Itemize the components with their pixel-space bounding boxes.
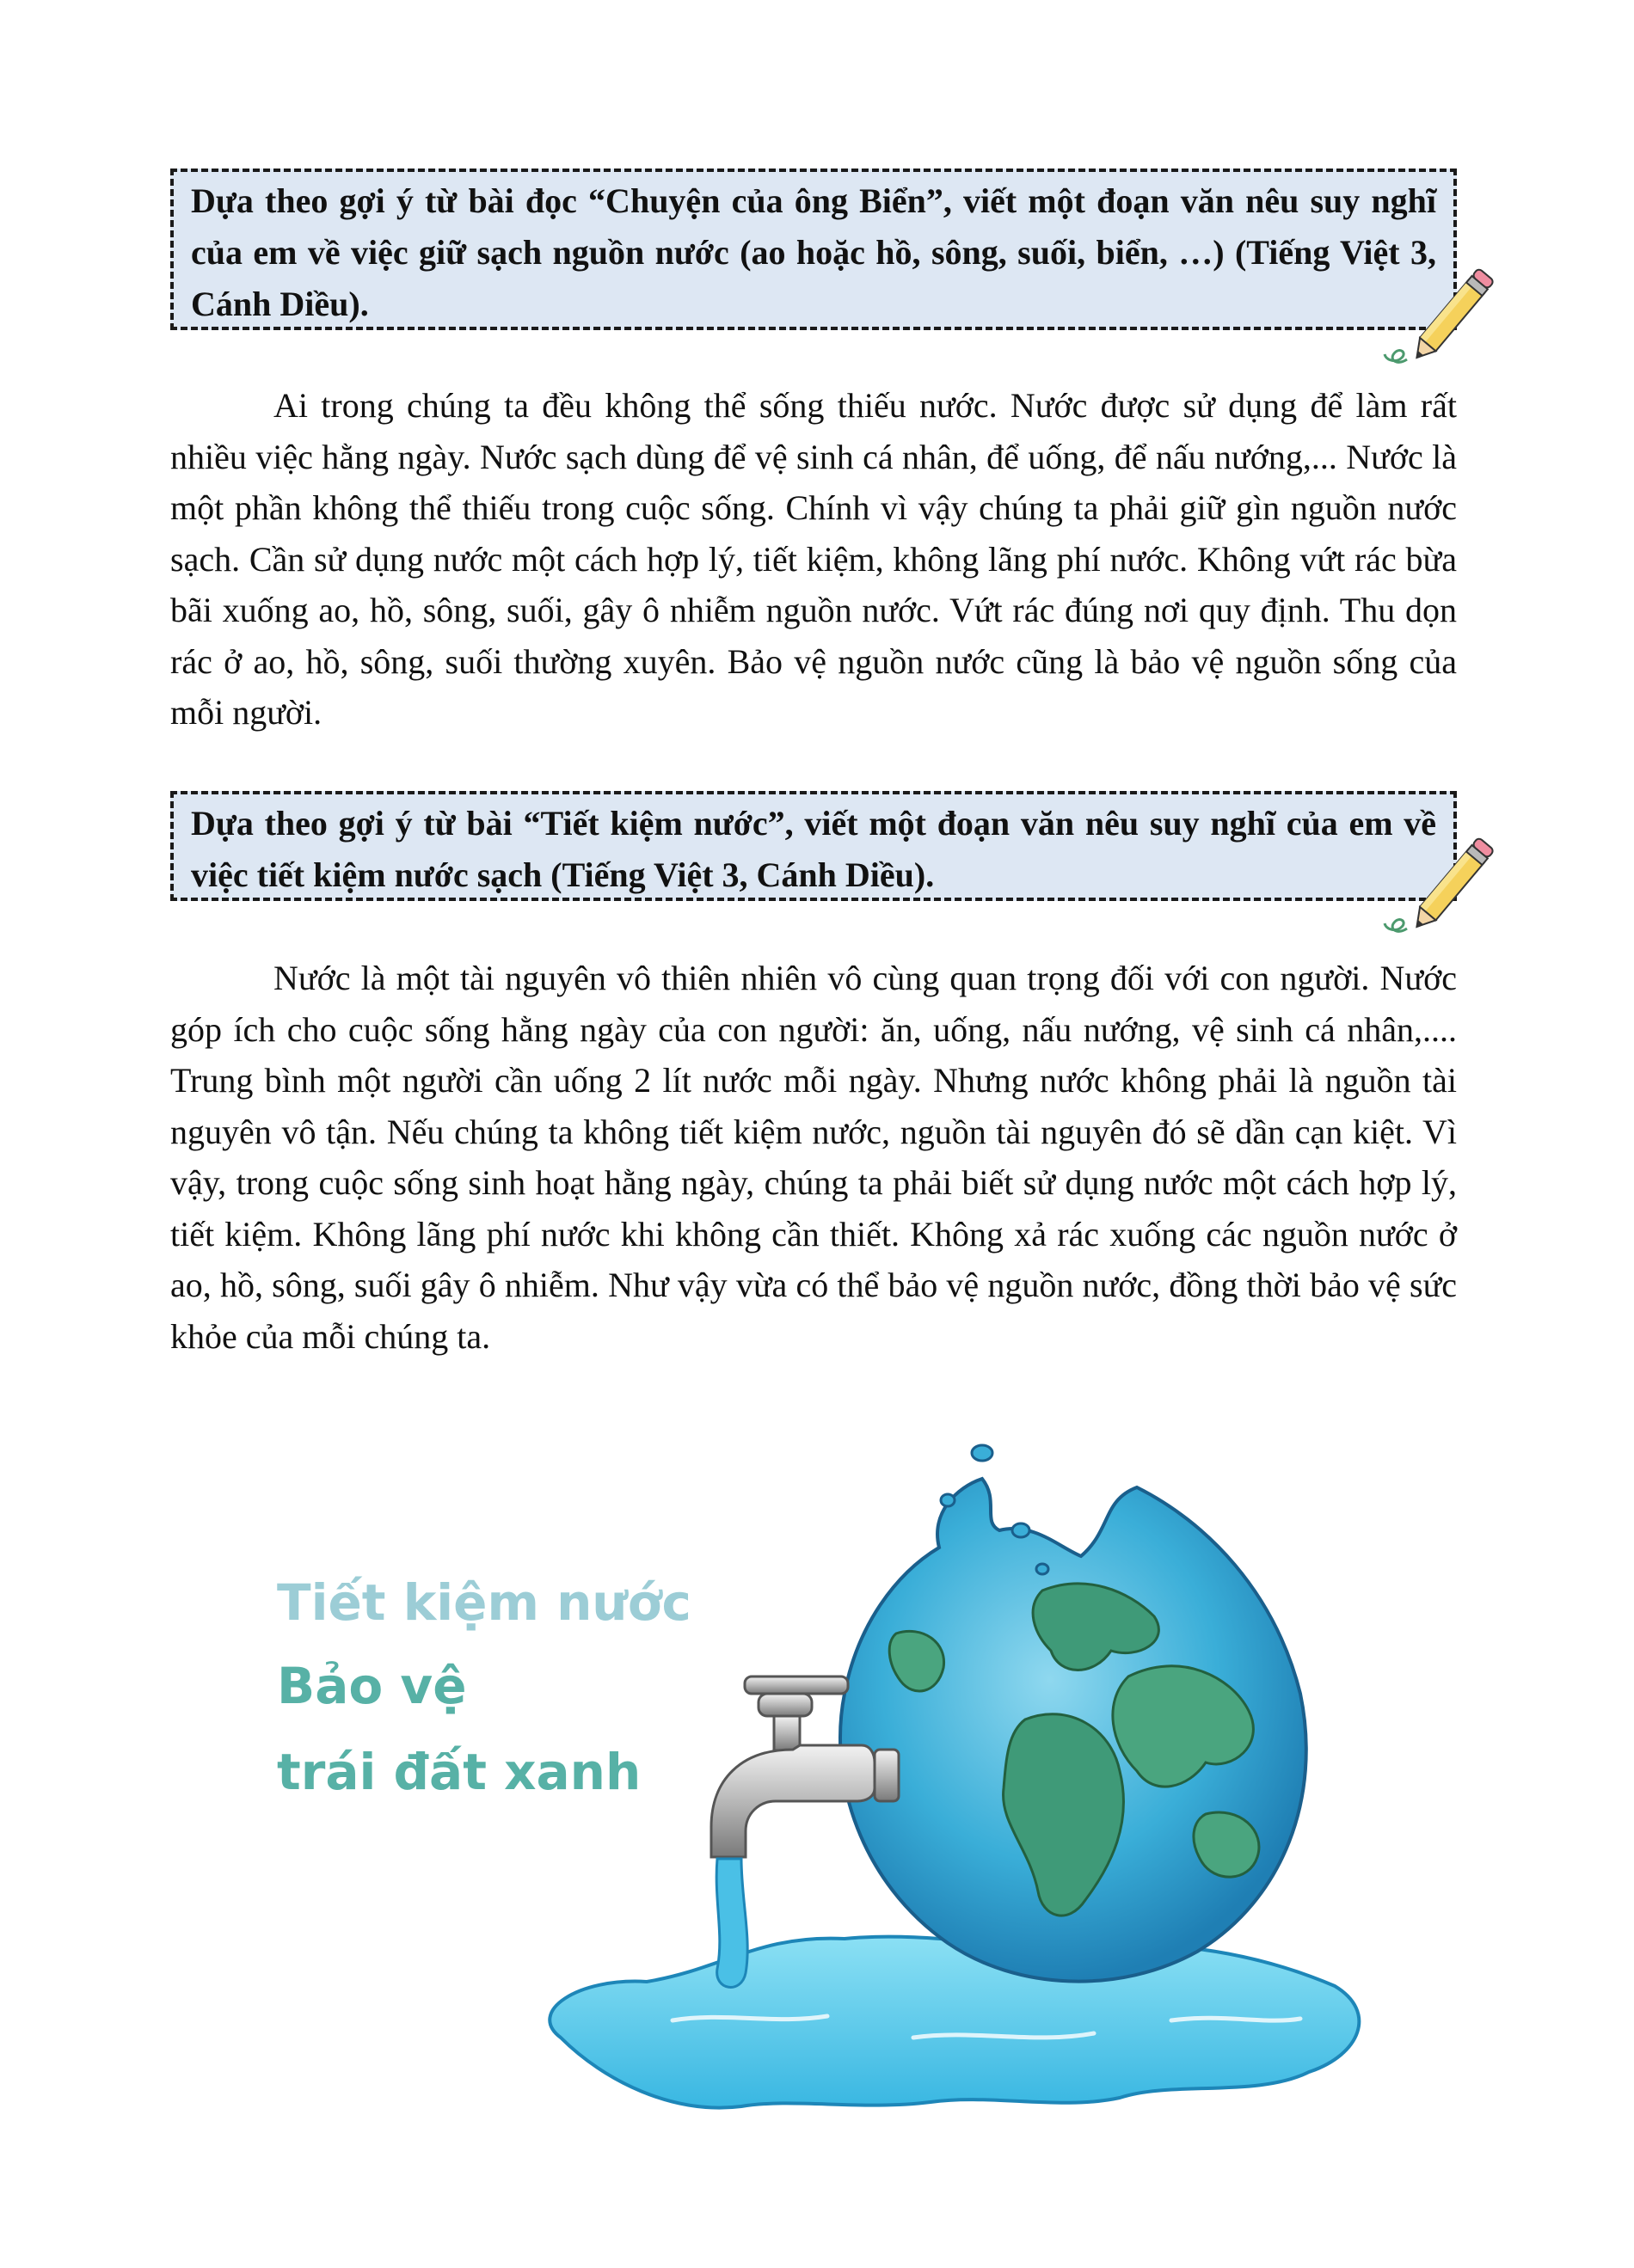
water-saving-illustration	[243, 1419, 1388, 2117]
globe-faucet-illustration	[243, 1419, 1388, 2117]
answer-paragraph-2: Nước là một tài nguyên vô thiên nhiên vô cùng quan trọng đối với con người. Nước góp ích cho cuộc sống hằng ngày của con người: ăn, uống, nấu nướng, vệ sinh cá nhân,.... Trung bình một người cần uống 2 lít nước mỗi ngày. Nhưng nước không phải là nguồn tài nguyên vô tận. Nếu chúng ta không tiết kiệm nước, nguồn tài nguyên đó sẽ dần cạn kiệt. Vì vậy, trong cuộc sống sinh hoạt hằng ngày, chúng ta phải biết sử dụng nước một cách hợp lý, tiết kiệm. Không lãng phí nước khi không cần thiết. Không xả rác xuống các nguồn nước ở ao, hồ, sông, suối gây ô nhiễm. Như vậy vừa có thể bảo vệ nguồn nước, đồng thời bảo vệ sức khỏe của mỗi chúng ta.	[170, 959, 1457, 1356]
pencil-icon	[1381, 258, 1510, 370]
pencil-icon	[1381, 827, 1510, 939]
slogan-line-2: Bảo vệ	[277, 1657, 467, 1715]
slogan-line-3: trái đất xanh	[277, 1743, 642, 1801]
answer-paragraph-1: Ai trong chúng ta đều không thể sống thiếu nước. Nước được sử dụng để làm rất nhiều việc hằng ngày. Nước sạch dùng để vệ sinh cá nhân, để uống, để nấu nướng,... Nước là một phần không thể thiếu trong cuộc sống. Chính vì vậy chúng ta phải giữ gìn nguồn nước sạch. Cần sử dụng nước một cách hợp lý, tiết kiệm, không lãng phí nước. Không vứt rác bừa bãi xuống ao, hồ, sông, suối, gây ô nhiễm nguồn nước. Vứt rác đúng nơi quy định. Thu dọn rác ở ao, hồ, sông, suối thường xuyên. Bảo vệ nguồn nước cũng là bảo vệ nguồn sống của mỗi người.	[170, 386, 1457, 732]
prompt-box-1	[170, 169, 1457, 330]
slogan-line-1: Tiết kiệm nước	[277, 1573, 691, 1632]
prompt-box-2	[170, 791, 1457, 901]
prompt-text-1: Dựa theo gợi ý từ bài đọc “Chuyện của ông Biển”, viết một đoạn văn nêu suy nghĩ của em về việc giữ sạch nguồn nước (ao hoặc hồ, sông, suối, biển, …) (Tiếng Việt 3, Cánh Diều).	[191, 181, 1436, 323]
prompt-text-2: Dựa theo gợi ý từ bài “Tiết kiệm nước”, viết một đoạn văn nêu suy nghĩ của em về việc tiết kiệm nước sạch (Tiếng Việt 3, Cánh Diều).	[191, 804, 1436, 894]
